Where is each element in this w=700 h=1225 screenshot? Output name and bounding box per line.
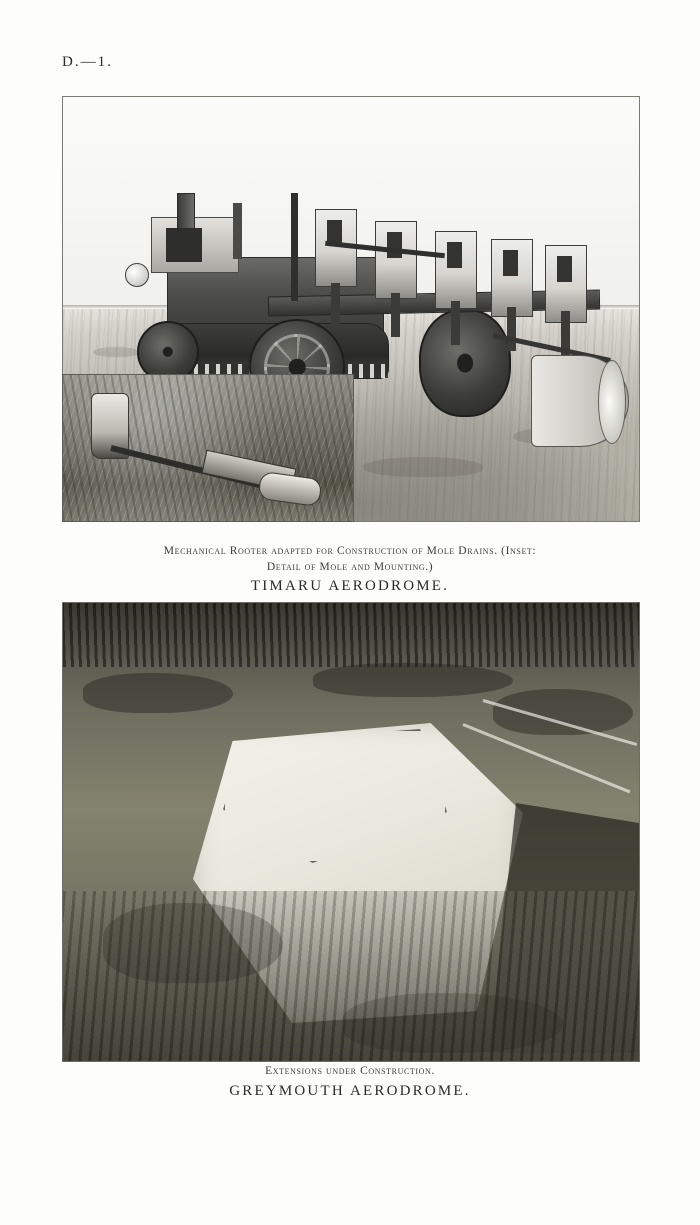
scrub-patch	[83, 673, 233, 713]
scrub-patch	[493, 689, 633, 735]
page-number-mark: D.—1.	[62, 54, 113, 70]
mast-upright	[291, 193, 298, 301]
headlamp	[125, 263, 149, 287]
scrub-patch	[103, 903, 283, 983]
tine-shank	[391, 293, 400, 337]
tine-shank	[507, 307, 516, 351]
caption-line: Extensions under Construction.	[265, 1065, 435, 1077]
exhaust-stack	[177, 193, 195, 229]
mole-expander-drum	[531, 355, 629, 447]
distant-treeline	[63, 603, 639, 667]
ripper-tine	[491, 239, 533, 317]
wheel-hub	[289, 359, 306, 376]
caption-line: Detail of Mole and Mounting.)	[266, 560, 434, 573]
tine-shank	[451, 301, 460, 345]
air-intake	[233, 203, 242, 259]
wheel-hub	[163, 347, 173, 357]
photo-greymouth-aerodrome	[62, 602, 640, 1062]
caption-greymouth-aerodrome	[0, 1064, 700, 1100]
tractor-cab	[151, 217, 239, 273]
figure-title: GREYMOUTH AERODROME.	[229, 1082, 471, 1099]
rear-carrier-wheel	[419, 309, 511, 417]
caption-line: Mechanical Rooter adapted for Construction of Mole Drains. (Inset:	[163, 545, 537, 557]
scrub-patch	[343, 993, 563, 1053]
ripper-tine	[435, 231, 477, 309]
wheel-hub	[457, 354, 473, 373]
caption-mechanical-rooter	[0, 544, 700, 595]
grass-clump	[363, 457, 483, 477]
tine-shank	[331, 283, 340, 327]
cab-window	[166, 228, 202, 262]
drum-end-ring	[598, 360, 626, 444]
figure-title: TIMARU AERODROME.	[250, 578, 450, 595]
ripper-tine	[375, 221, 417, 299]
scrub-patch	[313, 663, 513, 697]
photo-inset-mole-detail	[62, 374, 354, 522]
